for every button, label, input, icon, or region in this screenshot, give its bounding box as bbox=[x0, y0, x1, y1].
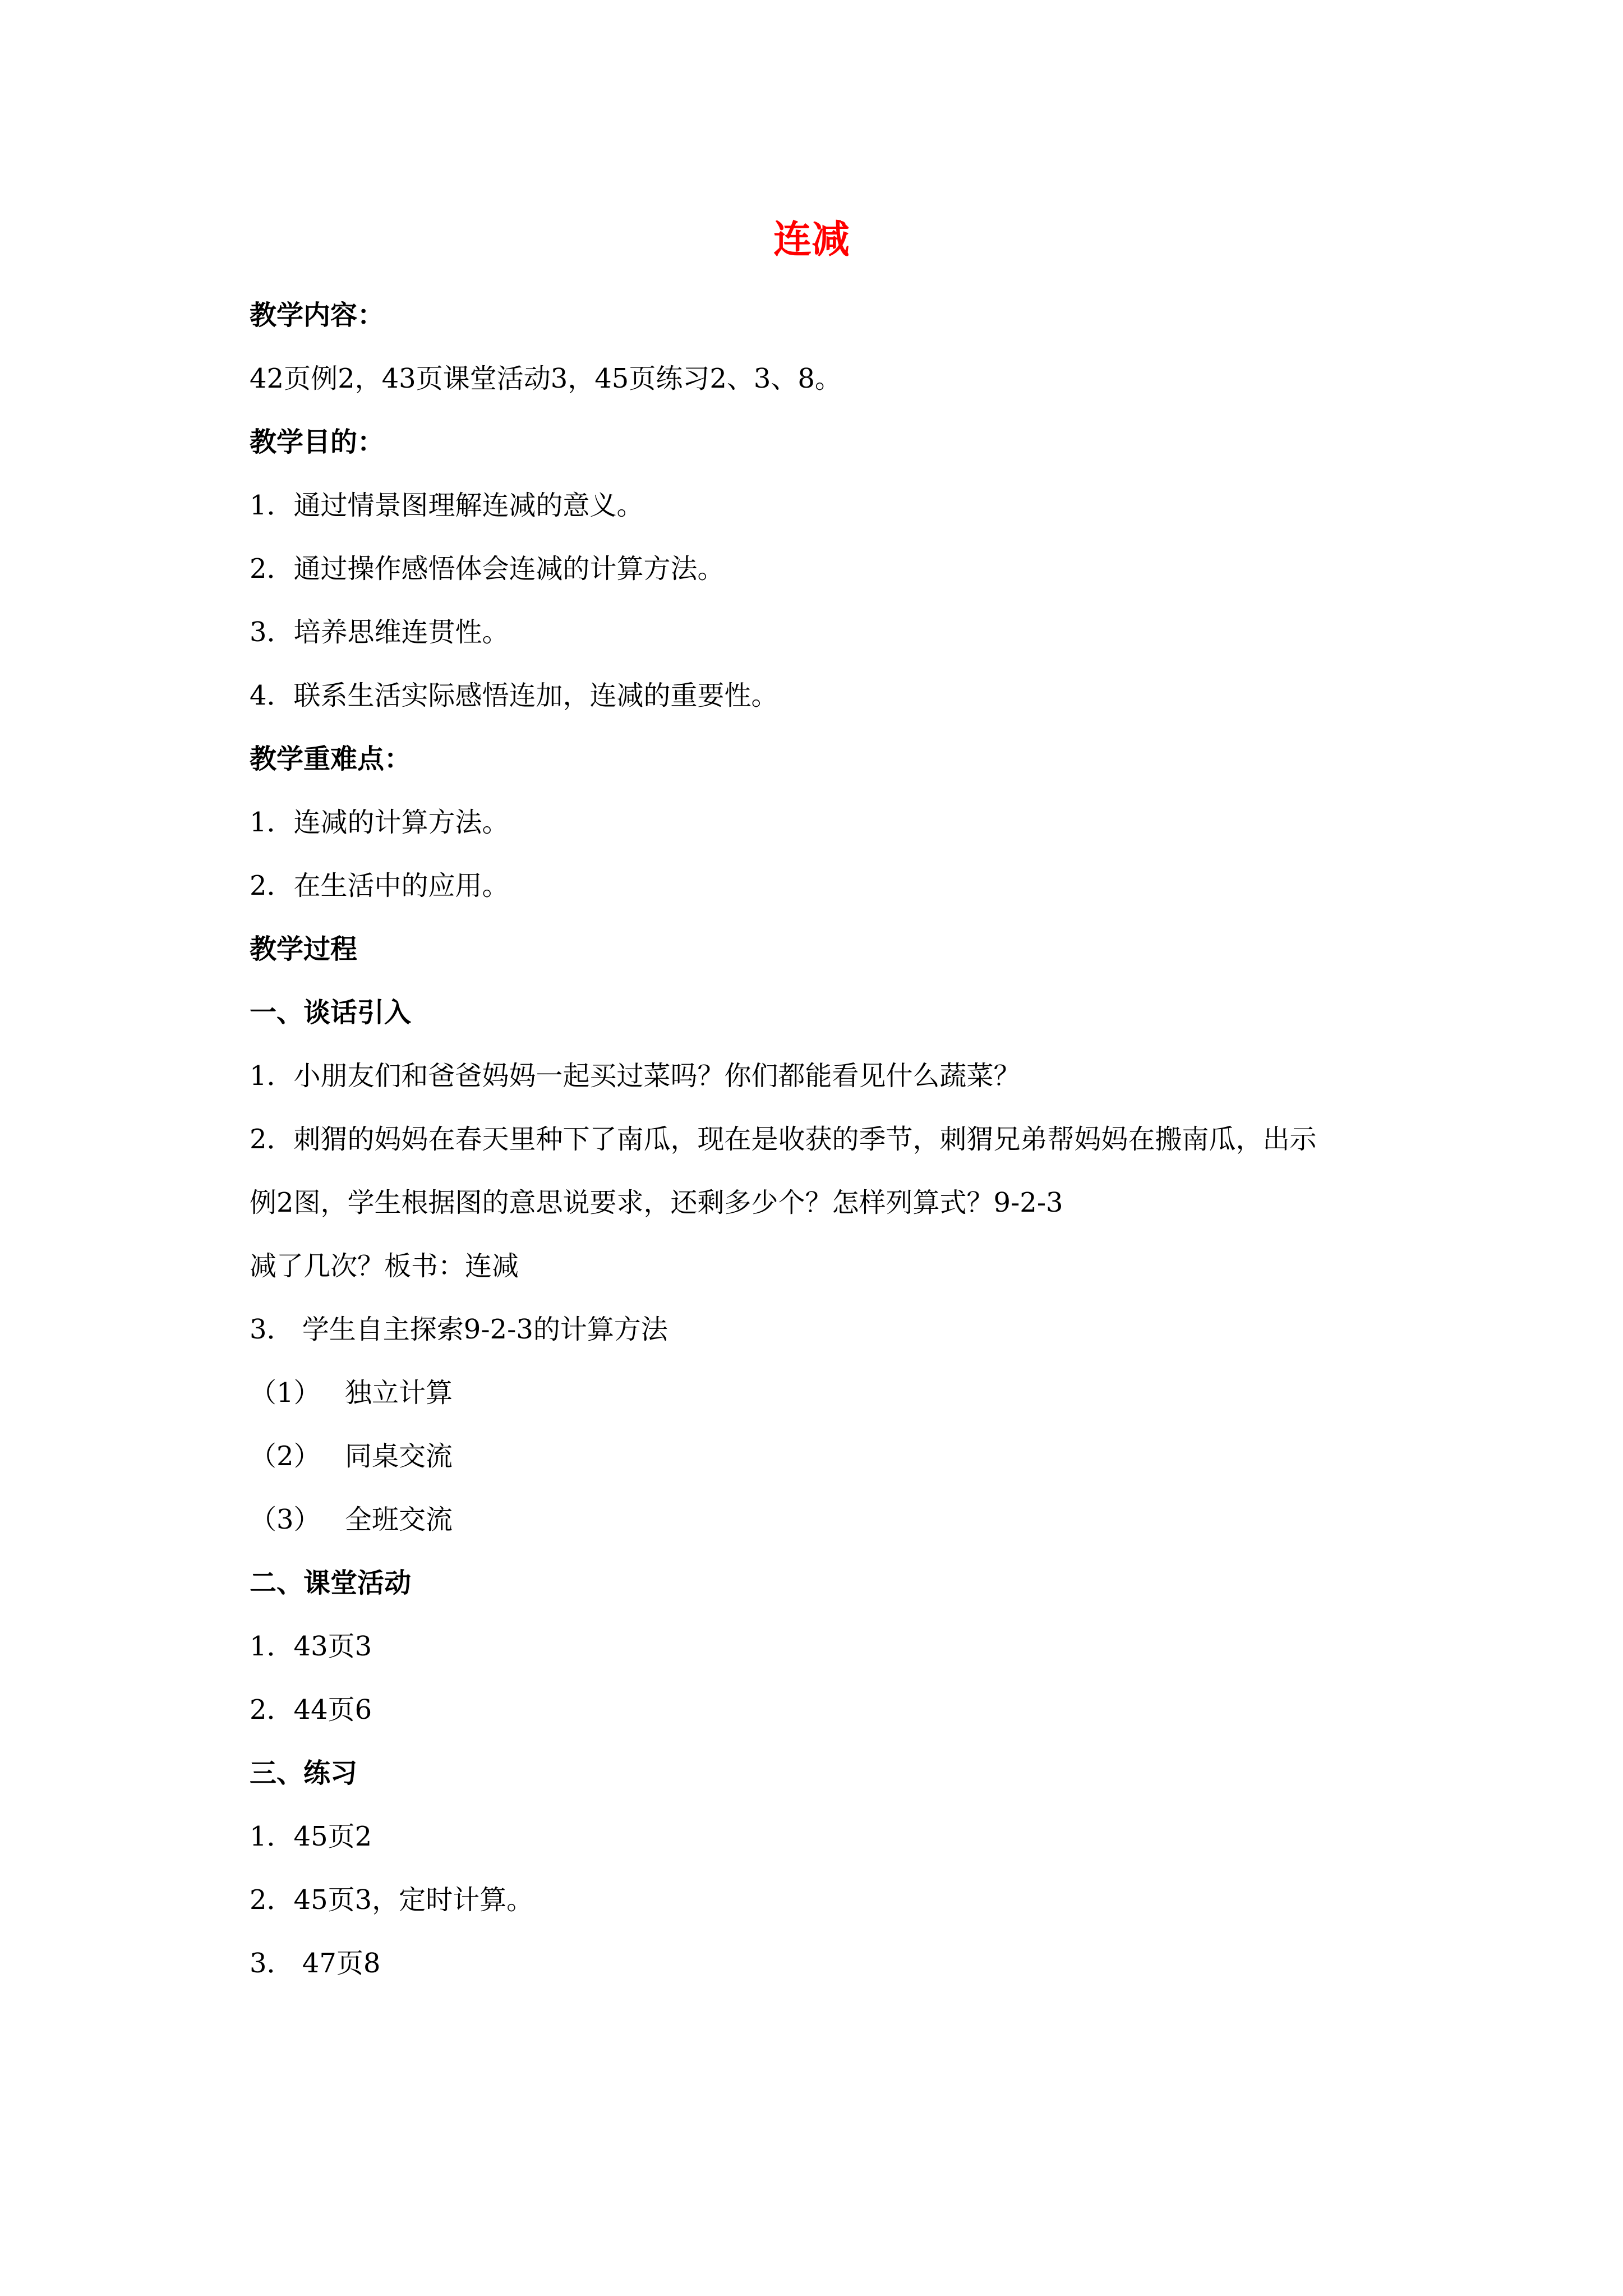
sub-list-item bbox=[250, 1376, 453, 1410]
list-item: 2．刺猬的妈妈在春天里种下了南瓜，现在是收获的季节，刺猬兄弟帮妈妈在搬南瓜，出示 bbox=[250, 1124, 1317, 1155]
list-item: 1．通过情景图理解连减的意义。 bbox=[250, 490, 644, 521]
sub-list-number: （1） bbox=[250, 1377, 321, 1409]
paragraph-continuation: 例2图，学生根据图的意思说要求，还剩多少个？怎样列算式？9-2-3 bbox=[250, 1187, 1063, 1218]
paragraph-continuation: 减了几次？板书：连减 bbox=[250, 1250, 519, 1282]
list-item: 3． 47页8 bbox=[250, 1948, 381, 1979]
section-heading: 教学过程 bbox=[250, 933, 358, 965]
list-item: 3．培养思维连贯性。 bbox=[250, 616, 509, 648]
paragraph: 42页例2，43页课堂活动3，45页练习2、3、8。 bbox=[250, 363, 842, 394]
section-heading: 教学重难点： bbox=[250, 743, 412, 775]
list-item: 1．43页3 bbox=[250, 1631, 372, 1662]
sub-list-item bbox=[250, 1503, 453, 1536]
sub-list-item bbox=[250, 1439, 453, 1473]
sub-list-text: 独立计算 bbox=[345, 1377, 453, 1409]
sub-list-number: （2） bbox=[250, 1441, 321, 1472]
list-item: 2．在生活中的应用。 bbox=[250, 870, 509, 901]
section-heading: 二、课堂活动 bbox=[250, 1567, 412, 1599]
list-item: 2．通过操作感悟体会连减的计算方法。 bbox=[250, 553, 725, 585]
list-item: 2．44页6 bbox=[250, 1694, 372, 1726]
list-item: 1．连减的计算方法。 bbox=[250, 807, 509, 838]
list-item: 4．联系生活实际感悟连加，连减的重要性。 bbox=[250, 680, 778, 711]
section-heading: 教学目的： bbox=[250, 426, 385, 458]
section-heading: 教学内容： bbox=[250, 300, 385, 331]
list-item: 2．45页3，定时计算。 bbox=[250, 1884, 534, 1916]
sub-list-text: 同桌交流 bbox=[345, 1441, 453, 1472]
sub-list-text: 全班交流 bbox=[345, 1504, 453, 1535]
list-item: 1．小朋友们和爸爸妈妈一起买过菜吗？你们都能看见什么蔬菜？ bbox=[250, 1060, 1021, 1092]
section-heading: 三、练习 bbox=[250, 1757, 358, 1789]
section-heading: 一、谈话引入 bbox=[250, 997, 412, 1028]
list-item: 3． 学生自主探索9-2-3的计算方法 bbox=[250, 1314, 668, 1345]
sub-list-number: （3） bbox=[250, 1504, 321, 1535]
document-title: 连减 bbox=[773, 218, 850, 262]
list-item: 1．45页2 bbox=[250, 1821, 372, 1852]
